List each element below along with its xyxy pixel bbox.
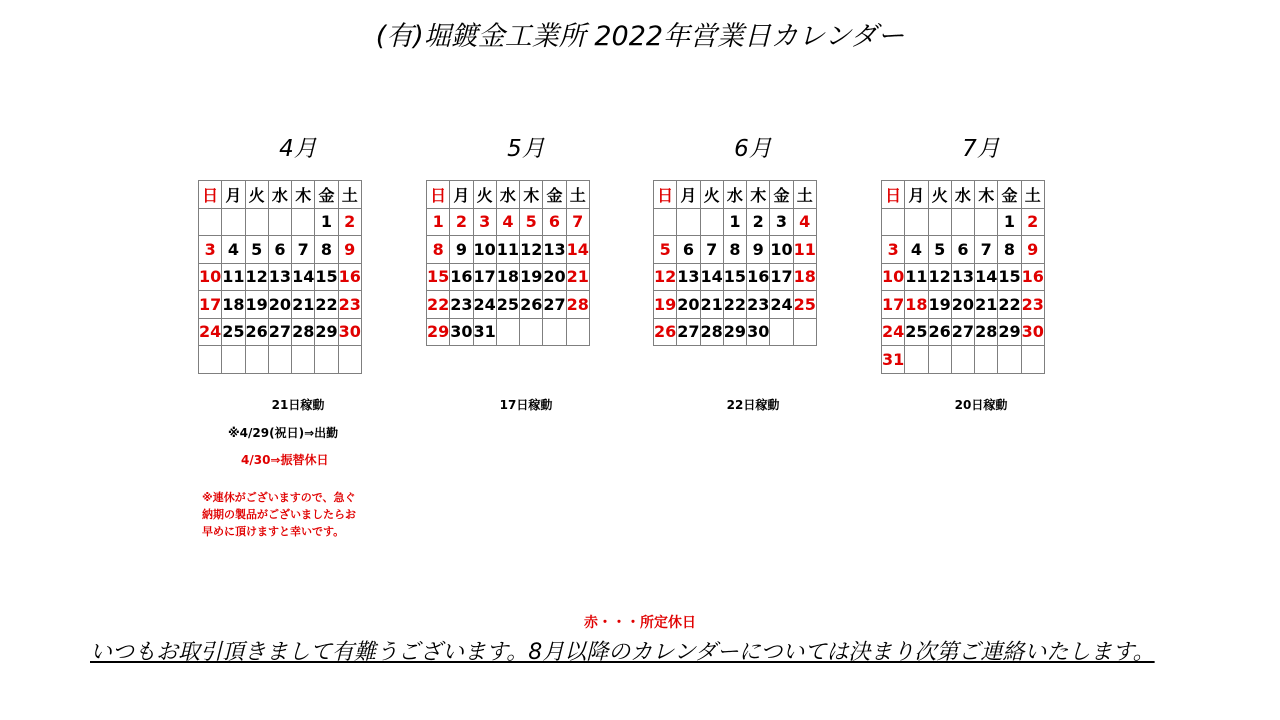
calendar-grid bbox=[426, 180, 590, 346]
week-row bbox=[427, 291, 590, 319]
weekday-header: 水 bbox=[268, 181, 291, 209]
day-cell: 19 bbox=[654, 291, 677, 319]
day-cell: 9 bbox=[1021, 236, 1044, 264]
month-label: 5月 bbox=[507, 136, 545, 162]
day-cell: 1 bbox=[998, 208, 1021, 236]
day-cell: 23 bbox=[450, 291, 473, 319]
day-cell: 31 bbox=[473, 318, 496, 346]
weekday-header: 土 bbox=[566, 181, 589, 209]
weekday-header: 日 bbox=[654, 181, 677, 209]
day-cell: 5 bbox=[245, 236, 268, 264]
week-row bbox=[199, 208, 362, 236]
day-cell bbox=[222, 346, 245, 374]
day-cell: 15 bbox=[315, 263, 338, 291]
day-cell: 25 bbox=[793, 291, 816, 319]
day-cell: 20 bbox=[268, 291, 291, 319]
day-cell: 12 bbox=[654, 263, 677, 291]
day-cell: 12 bbox=[928, 263, 951, 291]
week-row bbox=[427, 263, 590, 291]
day-cell: 24 bbox=[882, 318, 905, 346]
weekday-header: 火 bbox=[473, 181, 496, 209]
day-cell bbox=[975, 208, 998, 236]
weekday-header: 日 bbox=[199, 181, 222, 209]
day-cell bbox=[928, 208, 951, 236]
day-cell: 6 bbox=[543, 208, 566, 236]
day-cell bbox=[975, 346, 998, 374]
day-cell: 8 bbox=[723, 236, 746, 264]
day-cell bbox=[770, 318, 793, 346]
day-cell: 22 bbox=[427, 291, 450, 319]
april-work-note: ※4/29(祝日)⇒出勤 bbox=[228, 426, 339, 440]
week-row bbox=[199, 346, 362, 374]
weekday-header: 金 bbox=[998, 181, 1021, 209]
working-days-count: 22日稼動 bbox=[726, 398, 780, 412]
week-row bbox=[654, 208, 817, 236]
weekday-header: 水 bbox=[496, 181, 519, 209]
month-label: 4月 bbox=[279, 136, 317, 162]
holiday-legend: 赤・・・所定休日 bbox=[584, 615, 696, 631]
weekday-header: 木 bbox=[747, 181, 770, 209]
day-cell bbox=[496, 318, 519, 346]
weekday-header: 土 bbox=[338, 181, 361, 209]
day-cell: 30 bbox=[338, 318, 361, 346]
day-cell: 14 bbox=[292, 263, 315, 291]
calendar-grid bbox=[198, 180, 362, 374]
week-row bbox=[882, 346, 1045, 374]
day-cell: 1 bbox=[427, 208, 450, 236]
day-cell bbox=[292, 208, 315, 236]
day-cell bbox=[951, 208, 974, 236]
day-cell: 26 bbox=[654, 318, 677, 346]
day-cell: 10 bbox=[473, 236, 496, 264]
day-cell bbox=[951, 346, 974, 374]
day-cell bbox=[338, 346, 361, 374]
day-cell: 16 bbox=[1021, 263, 1044, 291]
day-cell: 13 bbox=[543, 236, 566, 264]
day-cell bbox=[1021, 346, 1044, 374]
day-cell: 4 bbox=[496, 208, 519, 236]
week-row bbox=[654, 263, 817, 291]
day-cell: 13 bbox=[268, 263, 291, 291]
week-row bbox=[199, 318, 362, 346]
weekday-header: 木 bbox=[292, 181, 315, 209]
week-row bbox=[654, 236, 817, 264]
working-days-count: 21日稼動 bbox=[271, 398, 325, 412]
day-cell: 29 bbox=[315, 318, 338, 346]
week-row bbox=[427, 318, 590, 346]
day-cell: 5 bbox=[520, 208, 543, 236]
day-cell bbox=[268, 208, 291, 236]
day-cell: 14 bbox=[700, 263, 723, 291]
day-cell bbox=[654, 208, 677, 236]
day-cell: 20 bbox=[951, 291, 974, 319]
day-cell: 21 bbox=[975, 291, 998, 319]
week-row bbox=[199, 263, 362, 291]
week-row bbox=[654, 291, 817, 319]
weekday-header-row bbox=[427, 181, 590, 209]
day-cell: 1 bbox=[315, 208, 338, 236]
day-cell: 10 bbox=[882, 263, 905, 291]
day-cell: 23 bbox=[1021, 291, 1044, 319]
day-cell: 18 bbox=[905, 291, 928, 319]
day-cell: 28 bbox=[700, 318, 723, 346]
day-cell: 25 bbox=[222, 318, 245, 346]
day-cell: 22 bbox=[723, 291, 746, 319]
day-cell: 29 bbox=[427, 318, 450, 346]
day-cell: 27 bbox=[951, 318, 974, 346]
day-cell bbox=[793, 318, 816, 346]
day-cell: 28 bbox=[292, 318, 315, 346]
day-cell: 17 bbox=[199, 291, 222, 319]
day-cell: 15 bbox=[427, 263, 450, 291]
holiday-notice bbox=[202, 489, 356, 540]
day-cell: 16 bbox=[338, 263, 361, 291]
day-cell: 11 bbox=[793, 236, 816, 264]
holiday-notice-line: 納期の製品がございましたらお bbox=[202, 508, 356, 521]
page-title: (有)堀鍍金工業所 2022年営業日カレンダー bbox=[375, 21, 905, 52]
week-row bbox=[882, 318, 1045, 346]
day-cell bbox=[199, 208, 222, 236]
weekday-header: 土 bbox=[1021, 181, 1044, 209]
day-cell: 6 bbox=[677, 236, 700, 264]
week-row bbox=[199, 236, 362, 264]
day-cell: 9 bbox=[338, 236, 361, 264]
weekday-header: 水 bbox=[951, 181, 974, 209]
weekday-header: 月 bbox=[450, 181, 473, 209]
day-cell: 29 bbox=[723, 318, 746, 346]
weekday-header: 日 bbox=[882, 181, 905, 209]
week-row bbox=[654, 318, 817, 346]
day-cell bbox=[566, 318, 589, 346]
day-cell: 21 bbox=[292, 291, 315, 319]
day-cell: 12 bbox=[520, 236, 543, 264]
day-cell: 24 bbox=[770, 291, 793, 319]
day-cell: 24 bbox=[199, 318, 222, 346]
day-cell: 21 bbox=[700, 291, 723, 319]
weekday-header-row bbox=[882, 181, 1045, 209]
month-label: 6月 bbox=[734, 136, 772, 162]
day-cell: 10 bbox=[199, 263, 222, 291]
day-cell: 17 bbox=[770, 263, 793, 291]
day-cell: 8 bbox=[998, 236, 1021, 264]
day-cell: 21 bbox=[566, 263, 589, 291]
day-cell: 4 bbox=[793, 208, 816, 236]
day-cell: 30 bbox=[450, 318, 473, 346]
weekday-header: 月 bbox=[905, 181, 928, 209]
day-cell: 27 bbox=[677, 318, 700, 346]
day-cell: 2 bbox=[450, 208, 473, 236]
day-cell: 19 bbox=[928, 291, 951, 319]
day-cell: 3 bbox=[882, 236, 905, 264]
day-cell: 31 bbox=[882, 346, 905, 374]
day-cell bbox=[677, 208, 700, 236]
day-cell: 27 bbox=[543, 291, 566, 319]
day-cell: 17 bbox=[882, 291, 905, 319]
day-cell: 2 bbox=[1021, 208, 1044, 236]
footer-message: いつもお取引頂きまして有難うございます。8月以降のカレンダーについては決まり次第ご連絡いたします。 bbox=[90, 640, 1155, 665]
day-cell: 28 bbox=[975, 318, 998, 346]
day-cell bbox=[222, 208, 245, 236]
day-cell: 13 bbox=[677, 263, 700, 291]
day-cell: 5 bbox=[928, 236, 951, 264]
day-cell: 27 bbox=[268, 318, 291, 346]
day-cell: 11 bbox=[496, 236, 519, 264]
day-cell: 7 bbox=[292, 236, 315, 264]
weekday-header: 月 bbox=[222, 181, 245, 209]
day-cell: 23 bbox=[747, 291, 770, 319]
day-cell bbox=[268, 346, 291, 374]
day-cell bbox=[292, 346, 315, 374]
day-cell: 8 bbox=[427, 236, 450, 264]
day-cell: 18 bbox=[793, 263, 816, 291]
day-cell: 30 bbox=[1021, 318, 1044, 346]
day-cell: 16 bbox=[450, 263, 473, 291]
day-cell: 28 bbox=[566, 291, 589, 319]
day-cell: 9 bbox=[747, 236, 770, 264]
day-cell: 17 bbox=[473, 263, 496, 291]
day-cell: 5 bbox=[654, 236, 677, 264]
day-cell: 1 bbox=[723, 208, 746, 236]
day-cell: 4 bbox=[222, 236, 245, 264]
day-cell bbox=[520, 318, 543, 346]
week-row bbox=[427, 208, 590, 236]
weekday-header: 金 bbox=[770, 181, 793, 209]
weekday-header: 火 bbox=[245, 181, 268, 209]
day-cell bbox=[245, 208, 268, 236]
day-cell: 16 bbox=[747, 263, 770, 291]
holiday-notice-line: 早めに頂けますと幸いです。 bbox=[202, 525, 345, 538]
day-cell: 15 bbox=[998, 263, 1021, 291]
week-row bbox=[882, 208, 1045, 236]
weekday-header: 金 bbox=[315, 181, 338, 209]
weekday-header: 土 bbox=[793, 181, 816, 209]
day-cell bbox=[315, 346, 338, 374]
day-cell: 2 bbox=[747, 208, 770, 236]
day-cell: 8 bbox=[315, 236, 338, 264]
weekday-header: 日 bbox=[427, 181, 450, 209]
weekday-header-row bbox=[199, 181, 362, 209]
day-cell: 22 bbox=[315, 291, 338, 319]
day-cell: 14 bbox=[975, 263, 998, 291]
day-cell: 20 bbox=[677, 291, 700, 319]
week-row bbox=[199, 291, 362, 319]
day-cell bbox=[928, 346, 951, 374]
day-cell: 6 bbox=[268, 236, 291, 264]
weekday-header: 火 bbox=[928, 181, 951, 209]
day-cell: 18 bbox=[496, 263, 519, 291]
day-cell bbox=[245, 346, 268, 374]
day-cell: 7 bbox=[700, 236, 723, 264]
day-cell bbox=[199, 346, 222, 374]
day-cell: 26 bbox=[928, 318, 951, 346]
day-cell: 7 bbox=[566, 208, 589, 236]
week-row bbox=[882, 236, 1045, 264]
day-cell bbox=[905, 208, 928, 236]
weekday-header: 木 bbox=[975, 181, 998, 209]
april-holiday-note: 4/30⇒振替休日 bbox=[241, 453, 329, 467]
calendar-grid bbox=[653, 180, 817, 346]
day-cell: 26 bbox=[520, 291, 543, 319]
day-cell: 14 bbox=[566, 236, 589, 264]
working-days-count: 20日稼動 bbox=[954, 398, 1008, 412]
weekday-header-row bbox=[654, 181, 817, 209]
day-cell: 3 bbox=[770, 208, 793, 236]
day-cell: 9 bbox=[450, 236, 473, 264]
calendar-grid bbox=[881, 180, 1045, 374]
day-cell: 19 bbox=[520, 263, 543, 291]
day-cell: 23 bbox=[338, 291, 361, 319]
day-cell bbox=[700, 208, 723, 236]
day-cell: 25 bbox=[496, 291, 519, 319]
day-cell: 25 bbox=[905, 318, 928, 346]
day-cell: 11 bbox=[222, 263, 245, 291]
weekday-header: 木 bbox=[520, 181, 543, 209]
day-cell: 3 bbox=[473, 208, 496, 236]
day-cell: 18 bbox=[222, 291, 245, 319]
week-row bbox=[427, 236, 590, 264]
day-cell: 15 bbox=[723, 263, 746, 291]
day-cell: 11 bbox=[905, 263, 928, 291]
day-cell: 3 bbox=[199, 236, 222, 264]
day-cell: 2 bbox=[338, 208, 361, 236]
day-cell: 13 bbox=[951, 263, 974, 291]
weekday-header: 火 bbox=[700, 181, 723, 209]
day-cell bbox=[543, 318, 566, 346]
weekday-header: 金 bbox=[543, 181, 566, 209]
day-cell: 12 bbox=[245, 263, 268, 291]
day-cell bbox=[905, 346, 928, 374]
day-cell: 26 bbox=[245, 318, 268, 346]
day-cell: 6 bbox=[951, 236, 974, 264]
day-cell: 24 bbox=[473, 291, 496, 319]
day-cell: 19 bbox=[245, 291, 268, 319]
day-cell: 20 bbox=[543, 263, 566, 291]
day-cell: 10 bbox=[770, 236, 793, 264]
day-cell bbox=[882, 208, 905, 236]
day-cell bbox=[998, 346, 1021, 374]
working-days-count: 17日稼動 bbox=[499, 398, 553, 412]
day-cell: 30 bbox=[747, 318, 770, 346]
day-cell: 29 bbox=[998, 318, 1021, 346]
day-cell: 7 bbox=[975, 236, 998, 264]
week-row bbox=[882, 291, 1045, 319]
day-cell: 22 bbox=[998, 291, 1021, 319]
week-row bbox=[882, 263, 1045, 291]
month-label: 7月 bbox=[962, 136, 1000, 162]
day-cell: 4 bbox=[905, 236, 928, 264]
holiday-notice-line: ※連休がございますので、急ぐ bbox=[202, 491, 356, 504]
weekday-header: 月 bbox=[677, 181, 700, 209]
weekday-header: 水 bbox=[723, 181, 746, 209]
